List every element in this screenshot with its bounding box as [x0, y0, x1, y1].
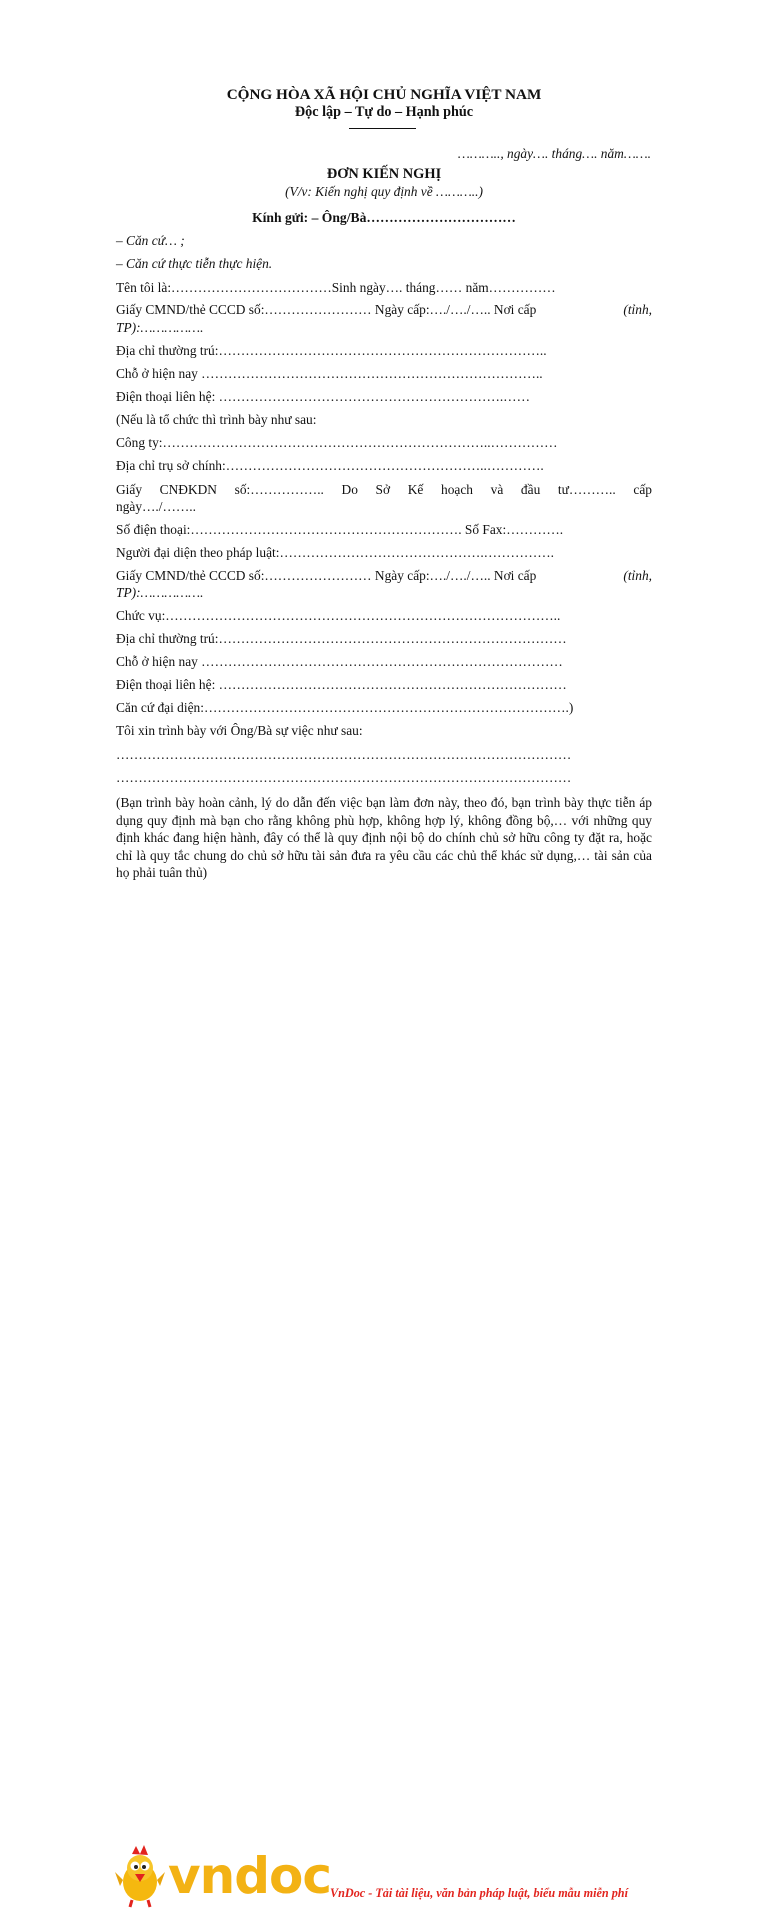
form-line-text: ngày…./…….. [116, 499, 196, 514]
form-line-text: Căn cứ đại diện:……………………………………………………………………….) [116, 700, 574, 715]
form-line-text: Chỗ ở hiện nay ……………………………………………………………………… [116, 654, 563, 669]
footer-tagline: VnDoc - Tải tài liệu, văn bản pháp luật, biểu mẫu miễn phí [330, 1886, 628, 1900]
vndoc-logo: vndoc [168, 1847, 331, 1905]
form-line [116, 320, 652, 336]
form-line-italic-tail: (tỉnh, [623, 302, 652, 317]
form-line [116, 585, 652, 601]
form-line [116, 723, 652, 739]
form-line-text: ………………………………………………………………………………………… [116, 770, 572, 785]
form-subtitle: (V/v: Kiến nghị quy định về ………..) [285, 184, 483, 199]
form-line [116, 280, 652, 296]
footer [0, 920, 768, 1905]
form-line-text: Tên tôi là:………………………………Sinh ngày…. tháng…… năm…………… [116, 280, 556, 295]
form-line-italic-tail: TP):……………. [116, 320, 204, 335]
form-line-text: Địa chỉ trụ sở chính:…………………………………………………..…………. [116, 458, 544, 473]
form-line-text: Giấy CMND/thẻ CCCD số:…………………… Ngày cấp:…./…./….. Nơi cấp [116, 568, 537, 583]
form-line-text: Điện thoại liên hệ: …………………………………………………………………… [116, 677, 567, 692]
form-line-italic-tail: (tỉnh, [623, 568, 652, 583]
form-line [116, 631, 652, 647]
form-line [116, 458, 652, 474]
form-line-text: Tôi xin trình bày với Ông/Bà sự việc như sau: [116, 723, 363, 738]
form-line [116, 499, 652, 515]
form-line [116, 343, 652, 359]
basis-line-1: – Căn cứ… ; [116, 233, 185, 248]
form-line [116, 677, 652, 693]
form-line-text: Giấy CMND/thẻ CCCD số:…………………… Ngày cấp:…./…./….. Nơi cấp [116, 302, 537, 317]
national-title: CỘNG HÒA XÃ HỘI CHỦ NGHĨA VIỆT NAM [226, 86, 542, 103]
form-line-text: Chức vụ:…………………………………………………………………………….. [116, 608, 561, 623]
form-line [116, 435, 652, 451]
form-line [116, 700, 652, 716]
form-line-text: Người đại diện theo pháp luật:……………………………………….……………. [116, 545, 554, 560]
form-line [116, 747, 652, 763]
form-line [116, 482, 652, 498]
chicken-mascot-icon [112, 1842, 168, 1908]
form-line-italic-tail: TP):……………. [116, 585, 204, 600]
date-line: ……….., ngày…. tháng…. năm……. [457, 146, 651, 161]
form-line [116, 302, 652, 318]
form-line [116, 366, 652, 382]
form-line [116, 568, 652, 584]
form-line-text: Số điện thoại:……………………………………………………. Số Fax:…………. [116, 522, 564, 537]
form-line [116, 389, 652, 405]
explanation-paragraph: (Bạn trình bày hoàn cảnh, lý do dẫn đến việc bạn làm đơn này, theo đó, bạn trình bày thực tiễn áp dụng quy định mà bạn cho rằng không phù hợp, không hợp lý, không đồng bộ,… với những quy định khác đang hiện hành, đây có thể là quy định nội bộ do chính chủ sở hữu công ty đặt ra, hoặc chỉ là quy tắc chung do chủ sở hữu tài sản đưa ra yêu cầu các chủ thể khác sử dụng,… tài sản của họ phải tuân thủ) [116, 795, 652, 881]
basis-line-2: – Căn cứ thực tiễn thực hiện. [116, 256, 273, 271]
form-line [116, 654, 652, 670]
form-title: ĐƠN KIẾN NGHỊ [326, 166, 442, 182]
form-line-text: Địa chỉ thường trú:……………………………………………………………….. [116, 343, 547, 358]
motto-underline [349, 128, 416, 129]
form-line [116, 522, 652, 538]
greeting: Kính gửi: – Ông/Bà…………………………… [252, 210, 516, 225]
form-line-text: Địa chỉ thường trú:…………………………………………………………………… [116, 631, 567, 646]
form-line-text: Điện thoại liên hệ: ……………………………………………………….…… [116, 389, 530, 404]
motto: Độc lập – Tự do – Hạnh phúc [294, 104, 474, 120]
form-line-text: ………………………………………………………………………………………… [116, 747, 572, 762]
form-line-text: Chỗ ở hiện nay ………………………………………………………………….. [116, 366, 543, 381]
form-line [116, 770, 652, 786]
form-line-text: Giấy CNĐKDN số:…………….. Do Sở Kế hoạch và đầu tư……….. cấp [116, 482, 652, 497]
form-line [116, 608, 652, 624]
form-line [116, 545, 652, 561]
form-line-text: Công ty:………………………………………………………………..…………… [116, 435, 558, 450]
form-line [116, 412, 652, 428]
form-line-text: (Nếu là tổ chức thì trình bày như sau: [116, 412, 317, 427]
